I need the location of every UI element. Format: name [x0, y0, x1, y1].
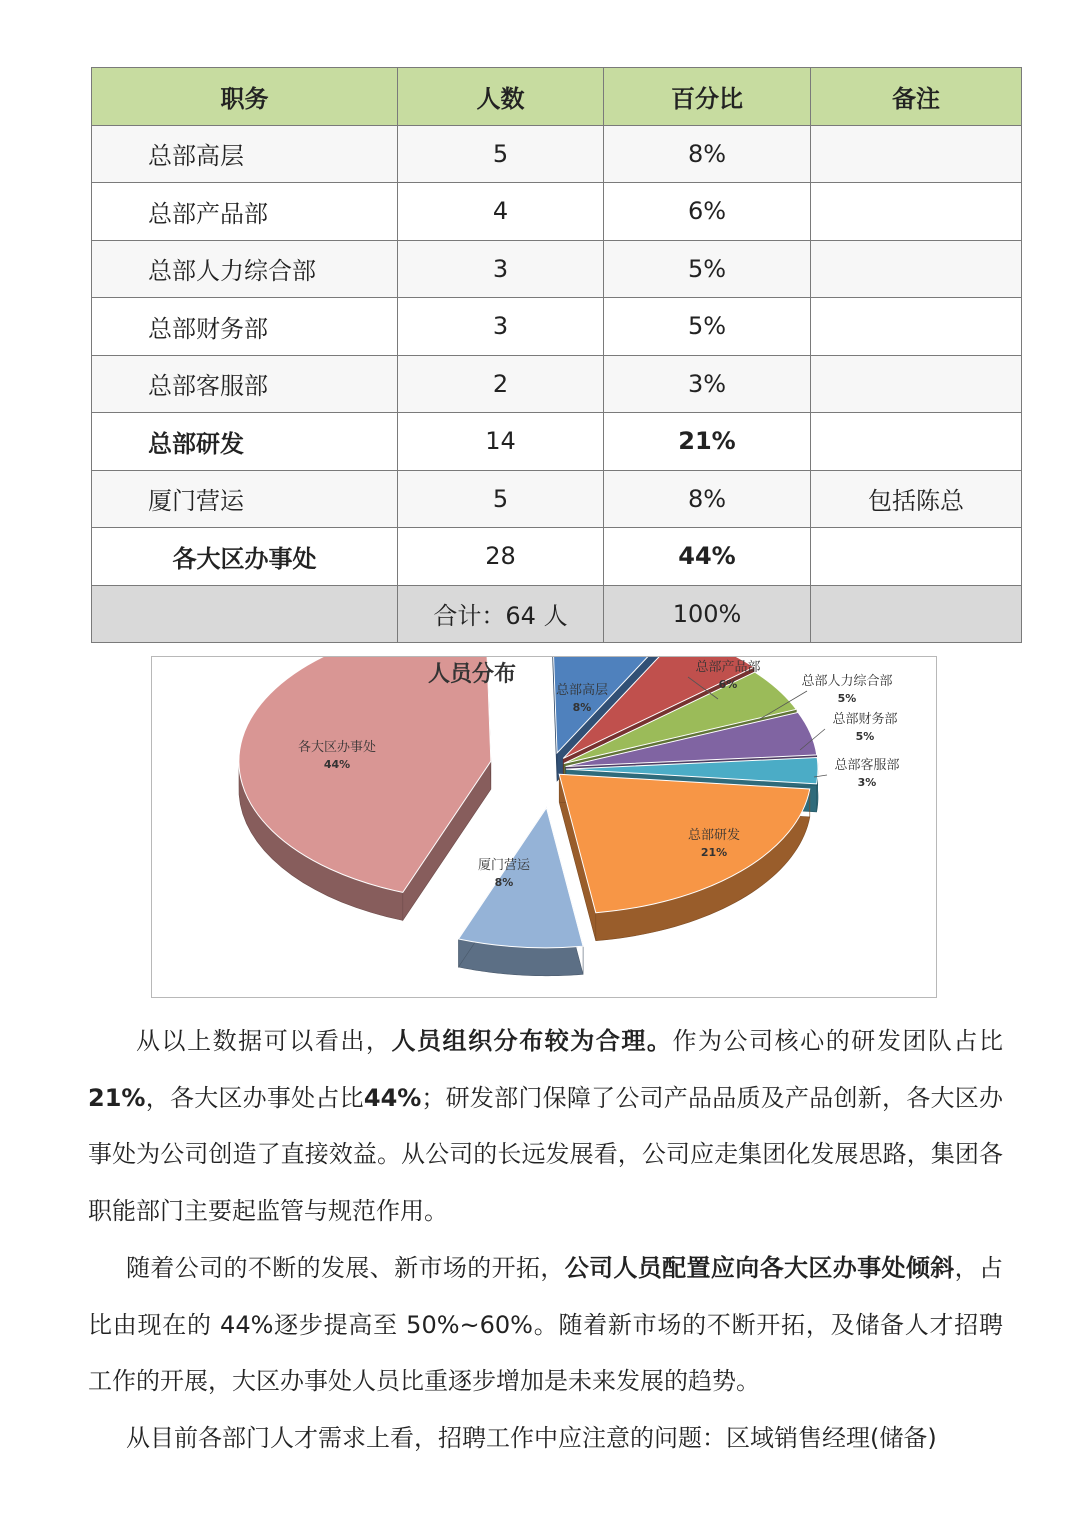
table-row	[92, 298, 1022, 356]
table-row	[92, 240, 1022, 298]
slice-label: 各大区办事处	[297, 740, 377, 755]
row-count: 3	[398, 240, 604, 298]
row-percent: 5%	[604, 240, 811, 298]
row-note	[811, 183, 1022, 241]
table-row	[92, 413, 1022, 471]
slice-value-label: 6%	[718, 678, 738, 691]
total-note-cell	[811, 585, 1022, 643]
table-row	[92, 355, 1022, 413]
row-name: 总部客服部	[92, 355, 398, 413]
row-count: 14	[398, 413, 604, 471]
row-name: 总部高层	[92, 125, 398, 183]
row-count: 5	[398, 125, 604, 183]
p2-text: 随着公司的不断的发展、新市场的开拓，	[126, 1254, 565, 1282]
row-count: 28	[398, 528, 604, 586]
pie-chart	[152, 657, 936, 997]
row-name: 总部财务部	[92, 298, 398, 356]
chart-title: 人员分布	[427, 661, 517, 687]
row-percent: 6%	[604, 183, 811, 241]
table-row	[92, 183, 1022, 241]
paragraph-2	[88, 1240, 1003, 1410]
header-count: 人数	[398, 68, 604, 126]
row-percent-highlight: 44%	[604, 528, 811, 586]
row-name: 总部研发	[92, 413, 398, 471]
p1-emphasis: 人员组织分布较为合理。	[391, 1027, 673, 1055]
p1-text: 作为公司核心的研发团队占比	[672, 1027, 1004, 1055]
p1-text: ，各大区办事处占比	[145, 1083, 364, 1112]
pie-chart-frame	[151, 656, 937, 998]
p1-emphasis: 21%	[88, 1083, 146, 1112]
slice-value-label: 8%	[494, 876, 514, 889]
staff-distribution-table	[91, 67, 1022, 643]
p2-text: ，占比由现在的 44%逐步提高至 50%~60%。随着新市场的不断开拓，及储备人才招聘工作的开展，大区办事处人员比重逐步增加是未来发展的趋势。	[88, 1254, 1004, 1395]
row-note	[811, 240, 1022, 298]
row-name: 各大区办事处	[92, 528, 398, 586]
slice-value-label: 8%	[572, 701, 592, 714]
row-count: 4	[398, 183, 604, 241]
table-row	[92, 125, 1022, 183]
slice-label: 总部客服部	[834, 758, 900, 773]
row-name: 厦门营运	[92, 470, 398, 528]
row-percent: 8%	[604, 470, 811, 528]
row-note	[811, 413, 1022, 471]
row-name: 总部人力综合部	[92, 240, 398, 298]
row-note	[811, 298, 1022, 356]
table-header-row	[92, 68, 1022, 126]
slice-label: 厦门营运	[477, 858, 531, 873]
header-note: 备注	[811, 68, 1022, 126]
total-count: 合计：64 人	[398, 585, 604, 643]
total-empty-cell	[92, 585, 398, 643]
row-percent: 3%	[604, 355, 811, 413]
slice-value-label: 44%	[323, 758, 351, 771]
row-percent: 8%	[604, 125, 811, 183]
slice-value-label: 3%	[857, 776, 877, 789]
row-percent-highlight: 21%	[604, 413, 811, 471]
pie-slice	[559, 774, 810, 913]
row-note	[811, 355, 1022, 413]
header-percent: 百分比	[604, 68, 811, 126]
slice-value-label: 5%	[855, 730, 875, 743]
p1-emphasis: 44%	[363, 1083, 422, 1112]
slice-label: 总部研发	[687, 828, 741, 843]
slice-label: 总部财务部	[832, 712, 898, 727]
p1-text: ；研发部门保障了公司产品品质及产品创新，各大区办事处为公司创造了直接效益。从公司的长远发展看，公司应走集团化发展思路，集团各职能部门主要起监管与规范作用。	[88, 1083, 1003, 1225]
slice-value-label: 5%	[837, 692, 857, 705]
row-count: 5	[398, 470, 604, 528]
slice-label: 总部产品部	[695, 660, 761, 675]
row-count: 3	[398, 298, 604, 356]
slice-label: 总部人力综合部	[801, 674, 893, 689]
table-total-row	[92, 585, 1022, 643]
row-count: 2	[398, 355, 604, 413]
row-note: 包括陈总	[811, 470, 1022, 528]
row-name: 总部产品部	[92, 183, 398, 241]
row-note	[811, 125, 1022, 183]
p2-emphasis: 公司人员配置应向各大区办事处倾斜	[564, 1254, 955, 1282]
row-note	[811, 528, 1022, 586]
total-percent: 100%	[604, 585, 811, 643]
row-percent: 5%	[604, 298, 811, 356]
slice-value-label: 21%	[700, 846, 728, 859]
header-position: 职务	[92, 68, 398, 126]
pie-slice	[458, 808, 583, 948]
slice-label: 总部高层	[555, 683, 609, 698]
paragraph-1	[88, 1013, 1003, 1239]
p1-text: 从以上数据可以看出，	[136, 1027, 392, 1055]
table-row	[92, 528, 1022, 586]
table-row	[92, 470, 1022, 528]
paragraph-3: 从目前各部门人才需求上看，招聘工作中应注意的问题：区域销售经理(储备)	[126, 1424, 937, 1452]
